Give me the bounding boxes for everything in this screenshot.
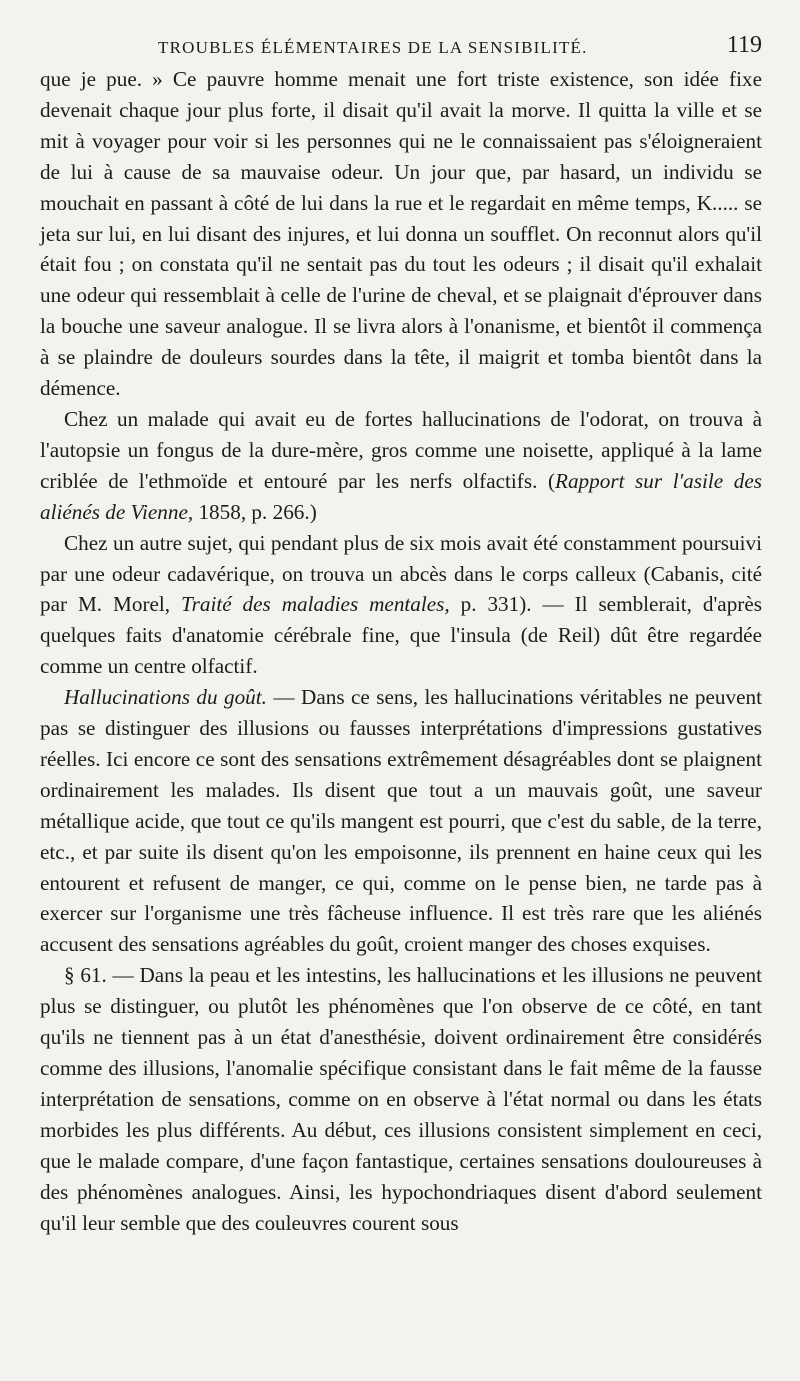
- citation-title: Rapport sur l'asile des aliénés de Vienne,: [40, 468, 762, 524]
- paragraph-text: Chez un malade qui avait eu de fortes hallucinations de l'odorat, on trouva à l'autopsie un fongus de la dure-mère, gros comme une noisette, appliqué à la lame criblée de l'ethmoïde et entouré par les nerfs olfactifs. (: [40, 406, 762, 493]
- paragraph-text: — Dans ce sens, les hallucinations véritables ne peuvent pas se distinguer des illusions ou fausses interprétations d'impressions gustatives réelles. Ici encore ce sont des sensations extrêmement désagréables dont se plaignent ordinairement les malades. Ils disent que tout a un mauvais goût, une saveur métallique acide, que tout ce qu'ils mangent est pourri, que c'est du sable, de la terre, etc., et par suite ils disent qu'on les empoisonne, ils prennent en haine ceux qui les entourent et refusent de manger, ce qui, comme on le pense bien, ne tarde pas à exercer sur l'organisme une très fâcheuse influence. Il est très rare que les aliénés accusent des sensations agréables du goût, croient manger des choses exquises.: [40, 685, 762, 957]
- paragraph-continuation: [40, 64, 762, 404]
- page-number: 119: [726, 32, 762, 58]
- paragraph-text: § 61. — Dans la peau et les intestins, les hallucinations et les illusions ne peuvent plus se distinguer, ou plutôt les phénomènes que l'on observe de ce côté, en tant qu'ils ne tiennent pas à un état d'anesthésie, doivent ordinairement être considérés comme des illusions, l'anomalie spécifique consistant dans le fait même de la fausse interprétation de sensations, comme on en observe à l'état normal ou dans les états morbides les plus différents. Au début, ces illusions consistent simplement en ceci, que le malade compare, d'une façon fantastique, certaines sensations douloureuses à des phénomènes analogues. Ainsi, les hypochondriaques disent d'abord seulement qu'il leur semble que des couleuvres courent sous: [40, 963, 762, 1235]
- paragraph-text: Chez un autre sujet, qui pendant plus de six mois avait été constamment poursuivi par une odeur cadavérique, on trouva un abcès dans le corps calleux (Cabanis, cité par M. Morel,: [40, 530, 762, 617]
- paragraph-text: 1858, p. 266.): [193, 499, 317, 524]
- running-title: TROUBLES ÉLÉMENTAIRES DE LA SENSIBILITÉ.: [158, 38, 588, 57]
- paragraph-text: p. 331). — Il semblerait, d'après quelques faits d'anatomie cérébrale fine, que l'insula (de Reil) dût être regardée comme un centre olfactif.: [40, 592, 763, 679]
- paragraph-text: que je pue. » Ce pauvre homme menait une fort triste existence, son idée fixe devenait chaque jour plus forte, il disait qu'il avait la morve. Il quitta la ville et se mit à voyager pour voir si les personnes qui ne le connaissaient pas s'éloigneraient de lui à cause de sa mauvaise odeur. Un jour que, par hasard, un individu se mouchait en passant à côté de lui dans la rue et le regardait en même temps, K..... se jeta sur lui, en lui disant des injures, et lui donna un soufflet. On reconnut alors qu'il était fou ; on constata qu'il ne sentait pas du tout les odeurs ; il disait qu'il exhalait une odeur qui ressemblait à celle de l'urine de cheval, et se plaignait d'éprouver dans la bouche une saveur analogue. Il se livra alors à l'onanisme, et bientôt il commença à se plaindre de douleurs sourdes dans la tête, il maigrit et tomba bientôt dans la démence.: [40, 67, 762, 401]
- body-text: [40, 64, 762, 1238]
- running-header: [40, 30, 762, 64]
- paragraph-abces: [40, 528, 762, 683]
- paragraph-fongus: [40, 404, 762, 528]
- paragraph-section-61: [40, 960, 762, 1238]
- section-heading: Hallucinations du goût.: [64, 685, 267, 710]
- citation-title: Traité des maladies mentales,: [181, 592, 450, 617]
- paragraph-gout: [40, 682, 762, 960]
